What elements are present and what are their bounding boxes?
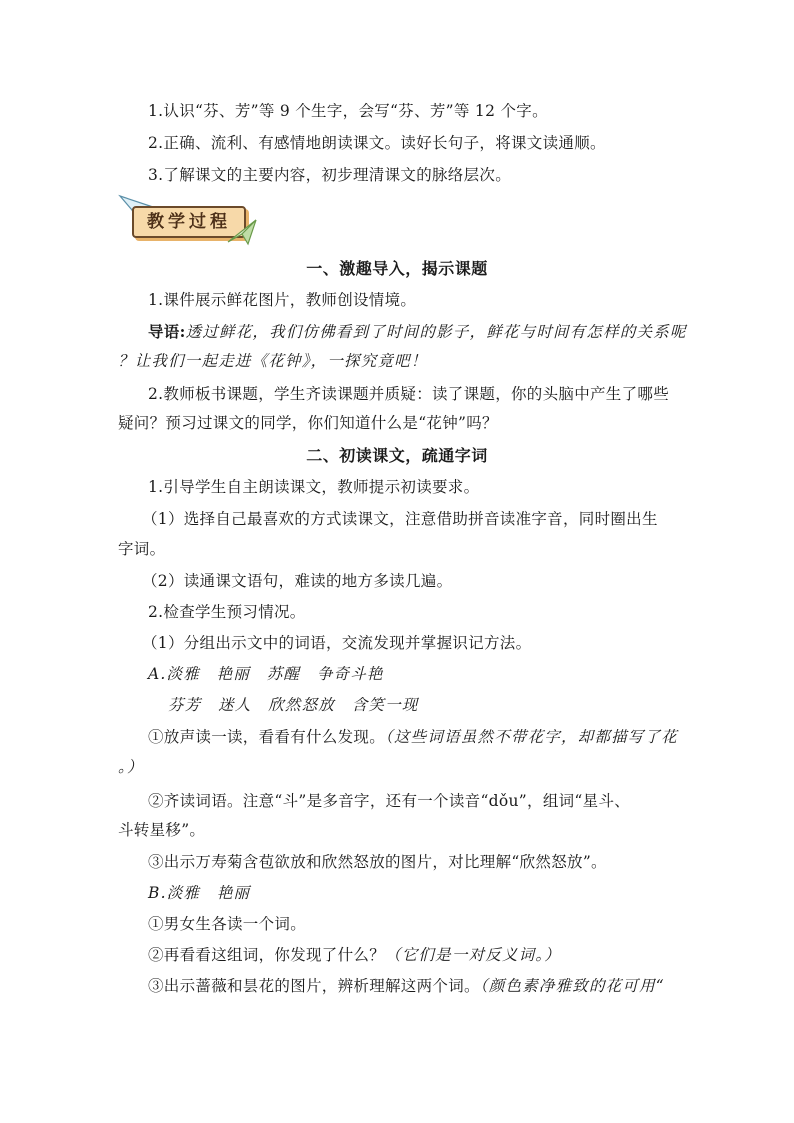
banner-title: 教学过程 xyxy=(147,212,231,232)
paragraph: ②齐读词语。注意“斗”是多音字，还有一个读音“dǒu”，组词“星斗、 xyxy=(148,792,631,810)
paragraph: ①男女生各读一个词。 xyxy=(148,915,307,933)
item-note: （它们是一对反义词。） xyxy=(385,946,561,964)
word-group-b: B.淡雅 艳丽 xyxy=(148,884,251,902)
paragraph-cont: 疑问？预习过课文的同学，你们知道什么是“花钟”吗？ xyxy=(118,414,498,432)
objective-3: 3.了解课文的主要内容，初步理清课文的脉络层次。 xyxy=(148,166,511,184)
paragraph: 2.检查学生预习情况。 xyxy=(148,603,306,621)
guide-text-cont: ？让我们一起走进《花钟》，一探究竟吧！ xyxy=(118,352,428,370)
guide-label: 导语: xyxy=(148,322,186,341)
word-group-a: A.淡雅 艳丽 苏醒 争奇斗艳 xyxy=(148,665,384,683)
section-heading-1: 一、激趣导入，揭示课题 xyxy=(306,259,488,278)
paper-plane-icon xyxy=(226,218,258,246)
paragraph: 1.课件展示鲜花图片，教师创设情境。 xyxy=(148,291,417,309)
guide-text: 透过鲜花，我们仿佛看到了时间的影子，鲜花与时间有怎样的关系呢 xyxy=(185,323,687,341)
guide-paragraph xyxy=(148,322,688,342)
item-note: （颜色素净雅致的花可用“ xyxy=(479,977,665,995)
paragraph: ③出示万寿菊含苞欲放和欣然怒放的图片，对比理解“欣然怒放”。 xyxy=(148,853,607,871)
item-note-cont: 。） xyxy=(118,758,144,776)
word-group-a-cont: 芬芳 迷人 欣然怒放 含笑一现 xyxy=(168,696,419,714)
paragraph: （1）选择自己最喜欢的方式读课文，注意借助拼音读准字音，同时圈出生 xyxy=(142,510,658,528)
item-text: ③出示蔷薇和昙花的图片，辨析理解这两个词。 xyxy=(148,977,480,995)
paragraph: 2.教师板书课题，学生齐读课题并质疑：读了课题，你的头脑中产生了哪些 xyxy=(148,385,669,403)
teaching-process-banner xyxy=(118,192,258,248)
item-text: ①放声读一读，看看有什么发现。 xyxy=(148,728,386,746)
section-heading-2: 二、初读课文，疏通字词 xyxy=(306,446,488,465)
item-text: ②再看看这组词，你发现了什么？ xyxy=(148,946,386,964)
paragraph xyxy=(148,945,688,965)
paragraph: （1）分组出示文中的词语，交流发现并掌握识记方法。 xyxy=(142,634,532,652)
paragraph xyxy=(148,976,688,996)
objective-2: 2.正确、流利、有感情地朗读课文。读好长句子，将课文读通顺。 xyxy=(148,134,606,152)
paragraph xyxy=(148,727,688,747)
item-note: （这些词语虽然不带花字，却都描写了花 xyxy=(385,728,678,746)
objective-1: 1.认识“芬、芳”等 9 个生字，会写“芬、芳”等 12 个字。 xyxy=(148,102,548,120)
paragraph: （2）读通课文语句，难读的地方多读几遍。 xyxy=(142,572,453,590)
paragraph-cont: 斗转星移”。 xyxy=(118,821,206,839)
paragraph-cont: 字词。 xyxy=(118,540,166,558)
paragraph: 1.引导学生自主朗读课文，教师提示初读要求。 xyxy=(148,478,480,496)
